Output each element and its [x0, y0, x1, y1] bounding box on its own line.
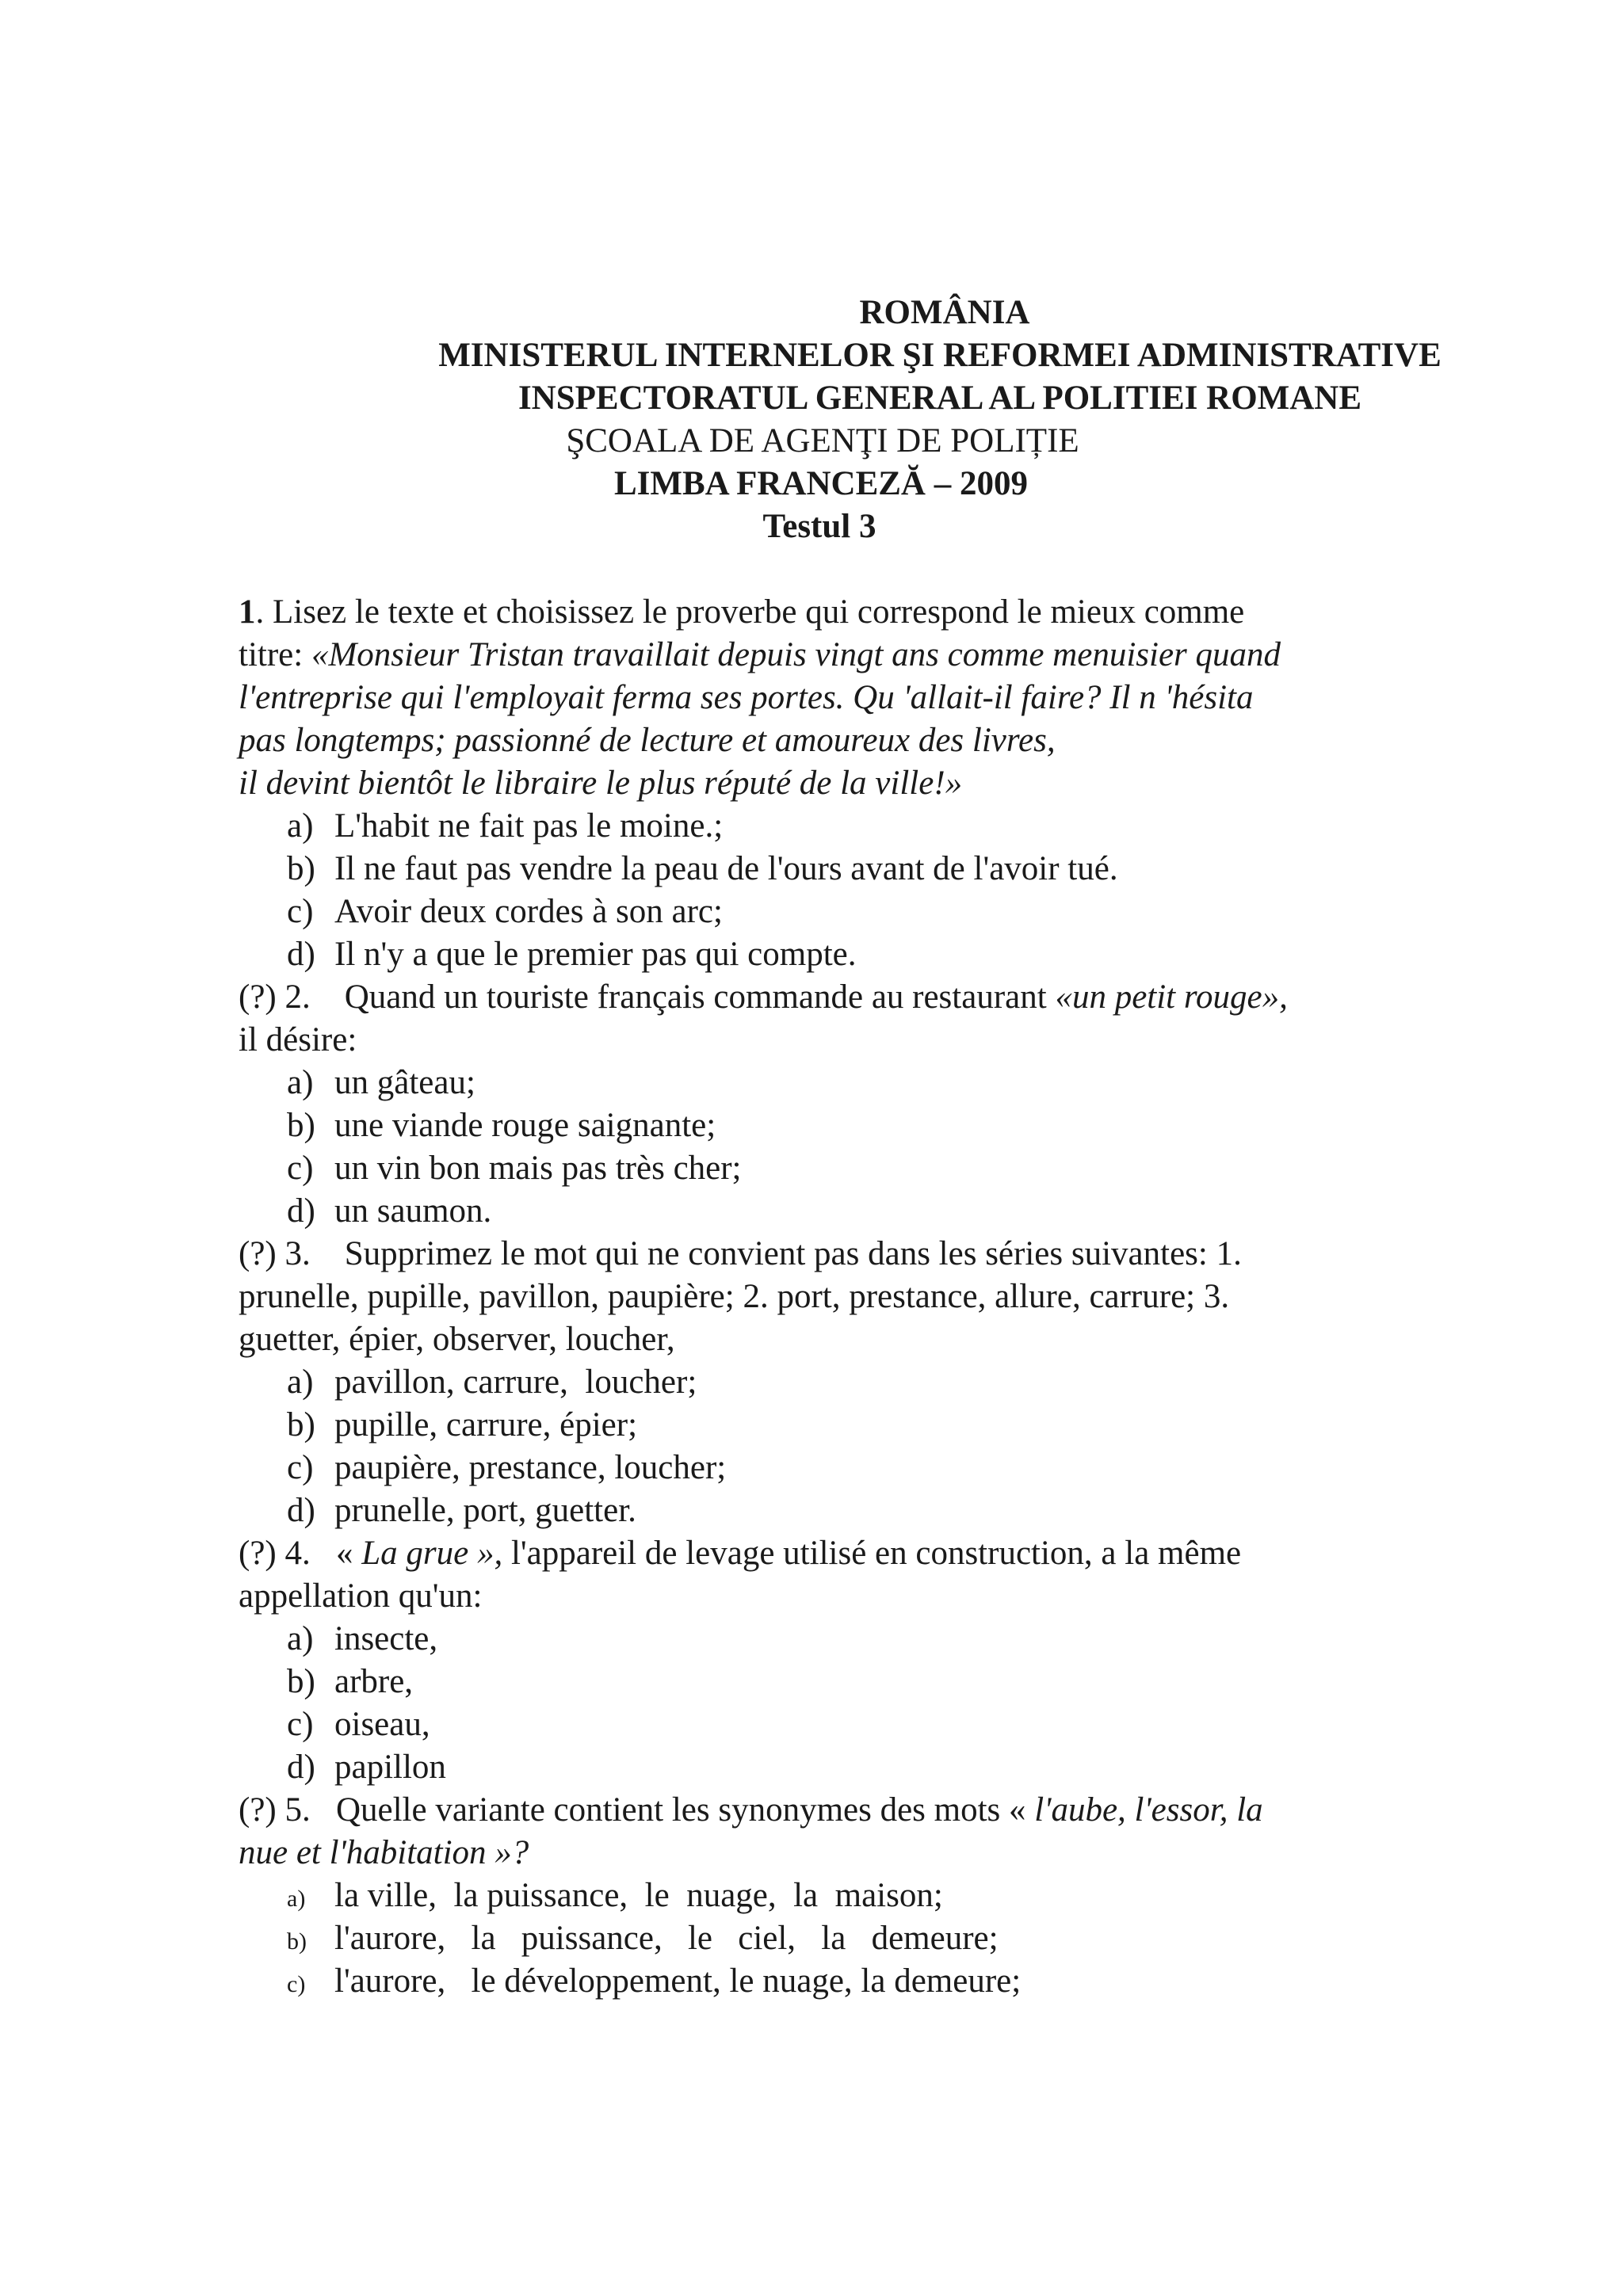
option-label: d)	[287, 1192, 315, 1230]
q4-italic: La grue »,	[361, 1535, 503, 1572]
header-test: Testul 3	[762, 508, 876, 545]
option-label: b)	[287, 1406, 315, 1444]
q2-line-2: il désire:	[239, 1021, 357, 1058]
option-text: pavillon, carrure, loucher;	[334, 1363, 697, 1401]
q4-rest: l'appareil de levage utilisé en construction, a la même	[502, 1535, 1242, 1572]
q2-line-1	[239, 976, 1288, 1019]
q1-option-b	[287, 848, 1118, 891]
q2-option-d	[287, 1190, 491, 1233]
option-label: a)	[287, 1886, 306, 1912]
q1-number: 1	[239, 593, 256, 631]
q5-option-c	[287, 1960, 1021, 2006]
option-label: c)	[287, 1150, 314, 1187]
q5-prefix: (?) 5. Quelle variante contient les synonymes des mots «	[239, 1791, 1035, 1829]
q3-option-a	[287, 1361, 697, 1404]
option-text: oiseau,	[334, 1706, 430, 1743]
q1-line-3	[239, 677, 1253, 719]
q5-italic-2: nue et l'habitation »?	[239, 1834, 529, 1871]
q4-line-1	[239, 1532, 1241, 1575]
option-label: b)	[287, 1107, 315, 1144]
q3-option-c	[287, 1447, 726, 1489]
option-label: b)	[287, 1663, 315, 1700]
q1-text-2: «Monsieur Tristan travaillait depuis vingt ans comme menuisier quand	[311, 636, 1281, 673]
q1-option-d	[287, 933, 857, 976]
q3-option-b	[287, 1404, 637, 1447]
q3-line-2: prunelle, pupille, pavillon, paupière; 2. port, prestance, allure, carrure; 3.	[239, 1278, 1230, 1315]
q5-option-a	[287, 1875, 943, 1920]
option-label: a)	[287, 1620, 314, 1657]
q1-line-2	[239, 634, 1281, 677]
q5-line-1	[239, 1789, 1263, 1832]
q1-text-3: l'entreprise qui l'employait ferma ses portes. Qu 'allait-il faire? Il n 'hésita	[239, 679, 1254, 716]
q4-line-2: appellation qu'un:	[239, 1577, 483, 1615]
q1-text-4: pas longtemps; passionné de lecture et amoureux des livres,	[239, 722, 1056, 759]
option-label: d)	[287, 936, 315, 973]
header-subject: LIMBA FRANCEZĂ – 2009	[613, 465, 1028, 502]
option-text: prunelle, port, guetter.	[334, 1492, 636, 1529]
header-country: ROMÂNIA	[859, 294, 1030, 331]
option-label: b)	[287, 850, 315, 887]
option-label: c)	[287, 1971, 306, 1997]
q5-italic-1: l'aube, l'essor, la	[1034, 1791, 1263, 1829]
q5-option-b	[287, 1917, 999, 1963]
option-label: d)	[287, 1749, 315, 1786]
option-label: c)	[287, 893, 314, 930]
q4-option-c	[287, 1703, 430, 1746]
header-inspectorate: INSPECTORATUL GENERAL AL POLITIEI ROMANE	[517, 379, 1362, 417]
option-text: arbre,	[334, 1663, 414, 1700]
q4-option-b	[287, 1661, 413, 1703]
option-text: un gâteau;	[334, 1064, 475, 1101]
header-ministry: MINISTERUL INTERNELOR ŞI REFORMEI ADMINISTRATIVE	[438, 337, 1442, 374]
q1-line-1	[239, 591, 1244, 634]
q1-text-5: il devint bientôt le libraire le plus réputé de la ville!»	[239, 765, 963, 802]
q2-italic: «un petit rouge»,	[1055, 978, 1288, 1016]
q1-line-4	[239, 719, 1056, 762]
q4-option-a	[287, 1618, 437, 1661]
option-text: un vin bon mais pas très cher;	[334, 1150, 742, 1187]
q3-option-d	[287, 1489, 636, 1532]
option-text: insecte,	[334, 1620, 438, 1657]
option-text: un saumon.	[334, 1192, 492, 1230]
q3-line-3: guetter, épier, observer, loucher,	[239, 1321, 675, 1358]
q1-text-1: . Lisez le texte et choisissez le proverbe qui correspond le mieux comme	[255, 593, 1245, 631]
q3-line-1: (?) 3. Supprimez le mot qui ne convient pas dans les séries suivantes: 1.	[239, 1235, 1242, 1272]
option-label: b)	[287, 1928, 307, 1955]
option-text: une viande rouge saignante;	[334, 1107, 716, 1144]
option-text: Il ne faut pas vendre la peau de l'ours avant de l'avoir tué.	[334, 850, 1118, 887]
q1-option-a	[287, 805, 723, 848]
option-label: a)	[287, 1064, 314, 1101]
option-text: L'habit ne fait pas le moine.;	[334, 807, 724, 845]
q2-option-c	[287, 1147, 742, 1190]
q2-option-a	[287, 1062, 475, 1104]
option-label: a)	[287, 1363, 314, 1401]
q2-option-b	[287, 1104, 716, 1147]
option-label: a)	[287, 807, 314, 845]
option-label: d)	[287, 1492, 315, 1529]
q1-line-5	[239, 762, 962, 805]
option-label: c)	[287, 1449, 314, 1486]
option-text: paupière, prestance, loucher;	[334, 1449, 727, 1486]
q2-text-1: (?) 2. Quand un touriste français commande au restaurant	[239, 978, 1056, 1016]
option-text: l'aurore, la puissance, le ciel, la demeure;	[334, 1920, 999, 1957]
option-text: Il n'y a que le premier pas qui compte.	[334, 936, 857, 973]
option-text: Avoir deux cordes à son arc;	[334, 893, 723, 930]
option-label: c)	[287, 1706, 314, 1743]
header-school: ŞCOALA DE AGENŢI DE POLIȚIE	[566, 422, 1079, 460]
q1-title-prefix: titre:	[239, 636, 311, 673]
option-text: papillon	[334, 1749, 446, 1786]
q1-option-c	[287, 891, 723, 933]
q4-prefix: (?) 4. «	[239, 1535, 362, 1572]
option-text: l'aurore, le développement, le nuage, la demeure;	[334, 1962, 1022, 2000]
q5-line-2	[239, 1832, 529, 1875]
option-text: la ville, la puissance, le nuage, la maison;	[334, 1877, 943, 1914]
q4-option-d	[287, 1746, 446, 1789]
option-text: pupille, carrure, épier;	[334, 1406, 638, 1444]
